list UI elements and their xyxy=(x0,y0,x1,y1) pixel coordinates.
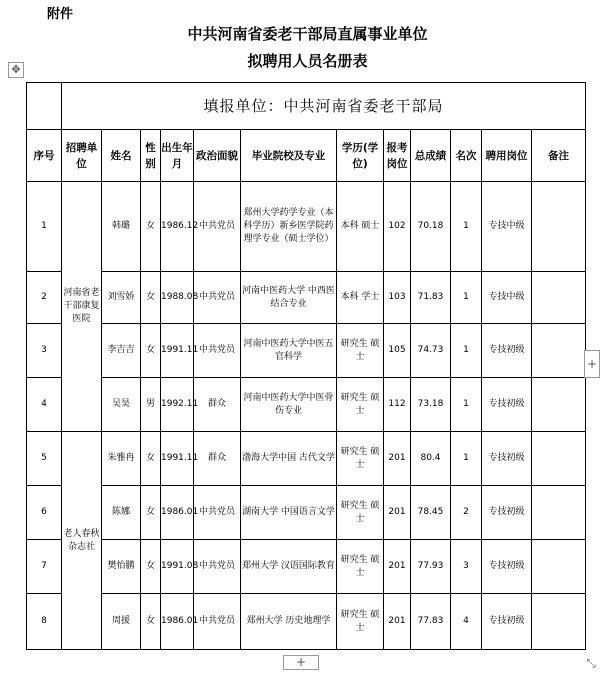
cell-note xyxy=(532,324,586,378)
cell-position: 专技初级 xyxy=(482,378,532,432)
cell-gender: 女 xyxy=(141,272,161,324)
cell-degree: 本科 学士 xyxy=(337,272,384,324)
header-school: 毕业院校及专业 xyxy=(241,130,337,182)
cell-birth: 1991.08 xyxy=(161,540,194,594)
cell-score: 74.73 xyxy=(411,324,451,378)
cell-degree: 研究生 硕士 xyxy=(337,594,384,650)
cell-political: 中共党员 xyxy=(194,272,241,324)
cell-school: 河南中医药大学 中西医结合专业 xyxy=(241,272,337,324)
cell-birth: 1992.11 xyxy=(161,378,194,432)
cell-birth: 1991.11 xyxy=(161,324,194,378)
cell-seq: 4 xyxy=(27,378,62,432)
cell-school: 郑州大学药学专业（本科学历）新乡医学院药理学专业（硕士学位） xyxy=(241,182,337,272)
cell-birth: 1986.01 xyxy=(161,486,194,540)
cell-seq: 7 xyxy=(27,540,62,594)
cell-name: 周援 xyxy=(102,594,141,650)
table-row xyxy=(27,378,586,432)
cell-note xyxy=(532,182,586,272)
cell-post-code: 201 xyxy=(384,432,411,486)
table-row xyxy=(27,486,586,540)
cell-position: 专技初级 xyxy=(482,486,532,540)
table-row xyxy=(27,324,586,378)
cell-political: 中共党员 xyxy=(194,594,241,650)
header-political: 政治面貌 xyxy=(194,130,241,182)
cell-school: 郑州大学 历史地理学 xyxy=(241,594,337,650)
cell-post-code: 103 xyxy=(384,272,411,324)
cell-birth: 1986.12 xyxy=(161,182,194,272)
page-subtitle: 拟聘用人员名册表 xyxy=(247,52,368,70)
header-rank: 名次 xyxy=(451,130,482,182)
cell-name: 韩璐 xyxy=(102,182,141,272)
cell-gender: 女 xyxy=(141,540,161,594)
cell-rank: 1 xyxy=(451,324,482,378)
table-row xyxy=(27,432,586,486)
cell-degree: 研究生 硕士 xyxy=(337,486,384,540)
cell-seq: 5 xyxy=(27,432,62,486)
cell-degree: 研究生 硕士 xyxy=(337,432,384,486)
cell-gender: 女 xyxy=(141,324,161,378)
header-score: 总成绩 xyxy=(411,130,451,182)
cell-score: 70.18 xyxy=(411,182,451,272)
cell-gender: 女 xyxy=(141,594,161,650)
cell-seq: 2 xyxy=(27,272,62,324)
cell-note xyxy=(532,594,586,650)
cell-school: 河南中医药大学中医五官科学 xyxy=(241,324,337,378)
table-row xyxy=(27,182,586,272)
header-birth: 出生年月 xyxy=(161,130,194,182)
cell-seq: 8 xyxy=(27,594,62,650)
cell-gender: 女 xyxy=(141,432,161,486)
table-row xyxy=(27,540,586,594)
header-note: 备注 xyxy=(532,130,586,182)
cell-note xyxy=(532,486,586,540)
cell-birth: 1986.01 xyxy=(161,594,194,650)
cell-degree: 研究生 硕士 xyxy=(337,378,384,432)
cell-rank: 1 xyxy=(451,432,482,486)
cell-degree: 本科 硕士 xyxy=(337,182,384,272)
cell-birth: 1991.11 xyxy=(161,432,194,486)
fill-unit: 填报单位：中共河南省委老干部局 xyxy=(62,83,586,130)
move-icon[interactable]: ✥ xyxy=(8,62,24,78)
page-title: 中共河南省委老干部局直属事业单位 xyxy=(187,25,428,43)
header-degree: 学历(学位) xyxy=(337,130,384,182)
cell-note xyxy=(532,540,586,594)
cell-gender: 女 xyxy=(141,486,161,540)
cell-degree: 研究生 硕士 xyxy=(337,324,384,378)
cell-school: 郑州大学 汉语国际教育 xyxy=(241,540,337,594)
cell-seq: 6 xyxy=(27,486,62,540)
cell-seq: 1 xyxy=(27,182,62,272)
table-row xyxy=(27,272,586,324)
cell-post-code: 201 xyxy=(384,594,411,650)
header-seq: 序号 xyxy=(27,130,62,182)
cell-unit: 老人春秋杂志社 xyxy=(62,432,102,650)
cell-name: 刘雪娇 xyxy=(102,272,141,324)
header-name: 姓名 xyxy=(102,130,141,182)
cell-political: 中共党员 xyxy=(194,486,241,540)
cell-score: 71.83 xyxy=(411,272,451,324)
cell-score: 80.4 xyxy=(411,432,451,486)
cell-name: 樊怡鹏 xyxy=(102,540,141,594)
cell-seq: 3 xyxy=(27,324,62,378)
cell-political: 中共党员 xyxy=(194,324,241,378)
cell-rank: 1 xyxy=(451,378,482,432)
table-row xyxy=(27,594,586,650)
cell-rank: 1 xyxy=(451,272,482,324)
add-column-plus-icon[interactable]: + xyxy=(584,350,600,378)
cell-position: 专技初级 xyxy=(482,432,532,486)
header-unit: 招聘单位 xyxy=(62,130,102,182)
header-position: 聘用岗位 xyxy=(482,130,532,182)
cell-note xyxy=(532,432,586,486)
resize-icon[interactable]: ⤡ xyxy=(586,656,596,670)
cell-school: 河南中医药大学中医骨伤专业 xyxy=(241,378,337,432)
cell-position: 专技中级 xyxy=(482,272,532,324)
cell-degree: 研究生 硕士 xyxy=(337,540,384,594)
cell-position: 专技初级 xyxy=(482,324,532,378)
cell-score: 73.18 xyxy=(411,378,451,432)
cell-score: 77.83 xyxy=(411,594,451,650)
cell-political: 中共党员 xyxy=(194,540,241,594)
cell-name: 李吉吉 xyxy=(102,324,141,378)
header-post-code: 报考岗位 xyxy=(384,130,411,182)
cell-political: 群众 xyxy=(194,432,241,486)
header-gender: 性别 xyxy=(141,130,161,182)
cell-political: 中共党员 xyxy=(194,182,241,272)
cell-position: 专技中级 xyxy=(482,182,532,272)
cell-post-code: 105 xyxy=(384,324,411,378)
cell-rank: 3 xyxy=(451,540,482,594)
cell-birth: 1988.08 xyxy=(161,272,194,324)
cell-post-code: 102 xyxy=(384,182,411,272)
cell-name: 吴昊 xyxy=(102,378,141,432)
cell-post-code: 112 xyxy=(384,378,411,432)
cell-rank: 1 xyxy=(451,182,482,272)
cell-post-code: 201 xyxy=(384,540,411,594)
cell-political: 群众 xyxy=(194,378,241,432)
add-row-plus-icon[interactable]: + xyxy=(283,655,319,670)
cell-position: 专技初级 xyxy=(482,540,532,594)
cell-school: 渤海大学中国 古代文学 xyxy=(241,432,337,486)
cell-gender: 女 xyxy=(141,182,161,272)
cell-name: 陈娜 xyxy=(102,486,141,540)
cell-unit: 河南省老干部康复医院 xyxy=(62,182,102,432)
roster-table xyxy=(26,82,586,650)
cell-score: 78.45 xyxy=(411,486,451,540)
cell-score: 77.93 xyxy=(411,540,451,594)
attachment-label: 附件 xyxy=(47,7,74,22)
cell-post-code: 201 xyxy=(384,486,411,540)
cell-name: 朱雅冉 xyxy=(102,432,141,486)
cell-note xyxy=(532,272,586,324)
cell-gender: 男 xyxy=(141,378,161,432)
blank-corner-cell xyxy=(27,83,62,130)
cell-rank: 4 xyxy=(451,594,482,650)
cell-position: 专技初级 xyxy=(482,594,532,650)
cell-note xyxy=(532,378,586,432)
cell-rank: 2 xyxy=(451,486,482,540)
cell-school: 湖南大学 中国语言文学 xyxy=(241,486,337,540)
